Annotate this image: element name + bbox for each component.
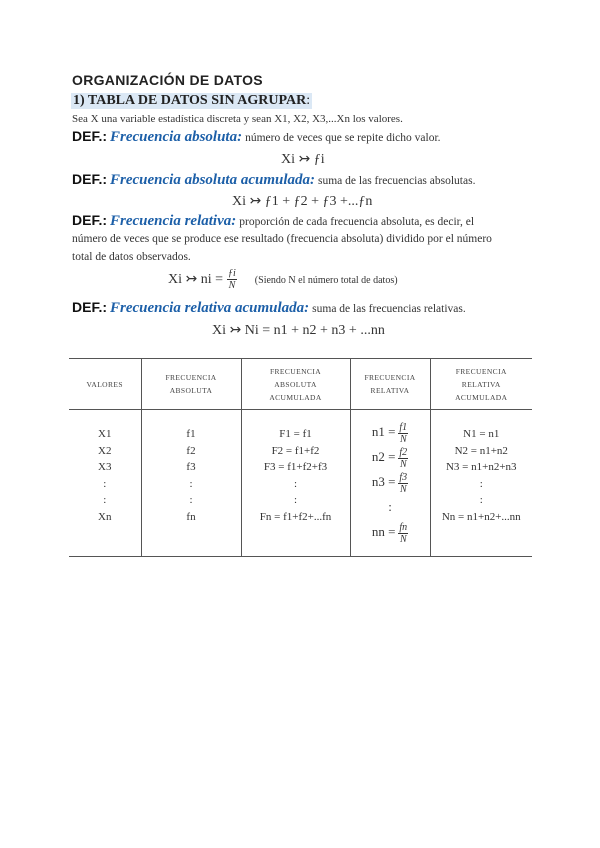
section-subtitle-text: 1) TABLA DE DATOS SIN AGRUPAR: [73, 93, 307, 108]
table-cell: X3: [98, 461, 112, 473]
fraction-denominator: N: [399, 458, 407, 470]
definition-frecuencia-relativa-acumulada: [72, 299, 466, 317]
table-cell: :: [293, 494, 298, 506]
definition-frecuencia-absoluta: [72, 128, 441, 146]
table-cell: Nn = n1+n2+...nn: [441, 510, 521, 523]
fraction-denominator: N: [399, 533, 407, 545]
header-frecuencia-absoluta-acumulada: [241, 359, 350, 410]
def-text-line3: total de datos observados.: [72, 251, 191, 263]
column-valores: [69, 410, 141, 557]
table-cell: [355, 519, 426, 544]
def-term: Frecuencia relativa acumulada:: [110, 300, 310, 316]
column-frecuencia-relativa: [350, 410, 430, 557]
header-line: ACUMULADA: [455, 392, 508, 402]
fraction: [398, 447, 408, 470]
table-cell: f2: [186, 444, 196, 457]
formula-note: (Siendo N el número total de datos): [254, 275, 398, 287]
table-cell: F1 = f1: [279, 428, 312, 440]
def-label: DEF.:: [72, 171, 107, 187]
table-cell: N2 = n1+n2: [454, 444, 508, 457]
table-cell: [355, 419, 426, 444]
table-cell: [355, 469, 426, 494]
table-cell: :: [189, 494, 193, 506]
table-cell: [355, 444, 426, 469]
header-frecuencia-absoluta: [141, 359, 241, 410]
header-valores: [69, 359, 141, 410]
page-title: ORGANIZACIÓN DE DATOS: [72, 72, 263, 88]
relative-frequency-label: n2 =: [371, 449, 396, 464]
fraction-numerator: f1: [399, 421, 408, 433]
def-label: DEF.:: [72, 128, 107, 144]
table-row: [69, 410, 532, 557]
definition-frecuencia-relativa: [72, 212, 474, 230]
fraction: [398, 522, 408, 545]
table-cell: f1: [186, 428, 196, 440]
formula-frecuencia-relativa: [168, 268, 398, 291]
def-term: Frecuencia relativa:: [110, 213, 237, 229]
frequency-table: [69, 358, 532, 557]
relative-frequency-label: n1 =: [371, 424, 396, 439]
table-cell: :: [293, 477, 298, 490]
formula-frecuencia-absoluta: Xi ↣ ƒi: [281, 152, 325, 167]
table-cell: :: [479, 477, 483, 490]
header-line: RELATIVA: [370, 386, 410, 395]
fraction-denominator: N: [399, 483, 407, 495]
fraction-denominator: N: [228, 280, 236, 291]
def-label: DEF.:: [72, 299, 107, 315]
def-text-line2: número de veces que se produce ese resultado (frecuencia absoluta) dividido por el número: [72, 233, 492, 245]
fraction: [398, 472, 408, 495]
section-subtitle: [71, 93, 312, 109]
fraction-numerator: fn: [399, 521, 408, 533]
table-cell: fn: [186, 510, 196, 523]
header-line: FRECUENCIA: [165, 373, 217, 382]
formula-left: Xi ↣ ni =: [168, 272, 224, 288]
def-text: suma de las frecuencias absolutas.: [318, 175, 476, 187]
column-frecuencia-absoluta-acumulada: [241, 410, 350, 557]
table-cell: X1: [98, 428, 112, 440]
table-cell: :: [189, 477, 193, 490]
table-cell: :: [103, 494, 107, 506]
header-frecuencia-relativa-acumulada: [430, 359, 532, 410]
column-frecuencia-absoluta: [141, 410, 241, 557]
fraction-numerator: ƒi: [228, 268, 236, 279]
def-label: DEF.:: [72, 212, 107, 228]
table-cell: f3: [186, 461, 196, 473]
def-term: Frecuencia absoluta:: [110, 129, 243, 145]
header-line: FRECUENCIA: [269, 366, 322, 376]
table-cell: [355, 494, 426, 519]
header-line: ABSOLUTA: [169, 386, 213, 395]
def-text: proporción de cada frecuencia absoluta, es decir, el: [239, 216, 475, 228]
table-cell: F2 = f1+f2: [271, 444, 320, 457]
formula-frecuencia-relativa-acumulada: Xi ↣ Ni = n1 + n2 + n3 + ...nn: [212, 323, 385, 338]
table-cell: F3 = f1+f2+f3: [263, 461, 328, 473]
relative-frequency-label: n3 =: [371, 474, 396, 489]
table-cell: :: [479, 494, 483, 506]
table-header-row: [69, 359, 532, 410]
header-line: FRECUENCIA: [364, 373, 416, 382]
definition-frecuencia-absoluta-acumulada: [72, 171, 475, 189]
fraction-numerator: f2: [399, 446, 408, 458]
column-frecuencia-relativa-acumulada: [430, 410, 532, 557]
header-line: VALORES: [86, 379, 123, 389]
fraction: [227, 268, 237, 291]
table-cell: :: [103, 477, 107, 490]
section-subtitle-colon: :: [306, 93, 311, 108]
table-cell: N3 = n1+n2+n3: [445, 461, 517, 473]
header-line: FRECUENCIA: [455, 366, 507, 376]
intro-text: Sea X una variable estadística discreta y sean X1, X2, X3,...Xn los valores.: [72, 113, 403, 125]
def-term: Frecuencia absoluta acumulada:: [110, 172, 316, 188]
header-line: ACUMULADA: [269, 392, 322, 402]
fraction-denominator: N: [399, 433, 407, 445]
table-cell: Fn = f1+f2+...fn: [259, 510, 332, 523]
def-text: número de veces que se repite dicho valor.: [245, 132, 441, 144]
def-text: suma de las frecuencias relativas.: [312, 303, 466, 315]
header-line: ABSOLUTA: [274, 379, 317, 389]
fraction: [398, 422, 408, 445]
formula-frecuencia-absoluta-acumulada: Xi ↣ ƒ1 + ƒ2 + ƒ3 +...ƒn: [232, 194, 373, 209]
table-cell: Xn: [98, 510, 112, 523]
table-cell: N1 = n1: [463, 428, 500, 440]
table-cell: X2: [98, 444, 112, 457]
relative-frequency-label: nn =: [371, 524, 396, 539]
header-frecuencia-relativa: [350, 359, 430, 410]
relative-frequency-label: :: [388, 499, 392, 514]
header-line: RELATIVA: [461, 379, 501, 389]
fraction-numerator: f3: [399, 471, 408, 483]
